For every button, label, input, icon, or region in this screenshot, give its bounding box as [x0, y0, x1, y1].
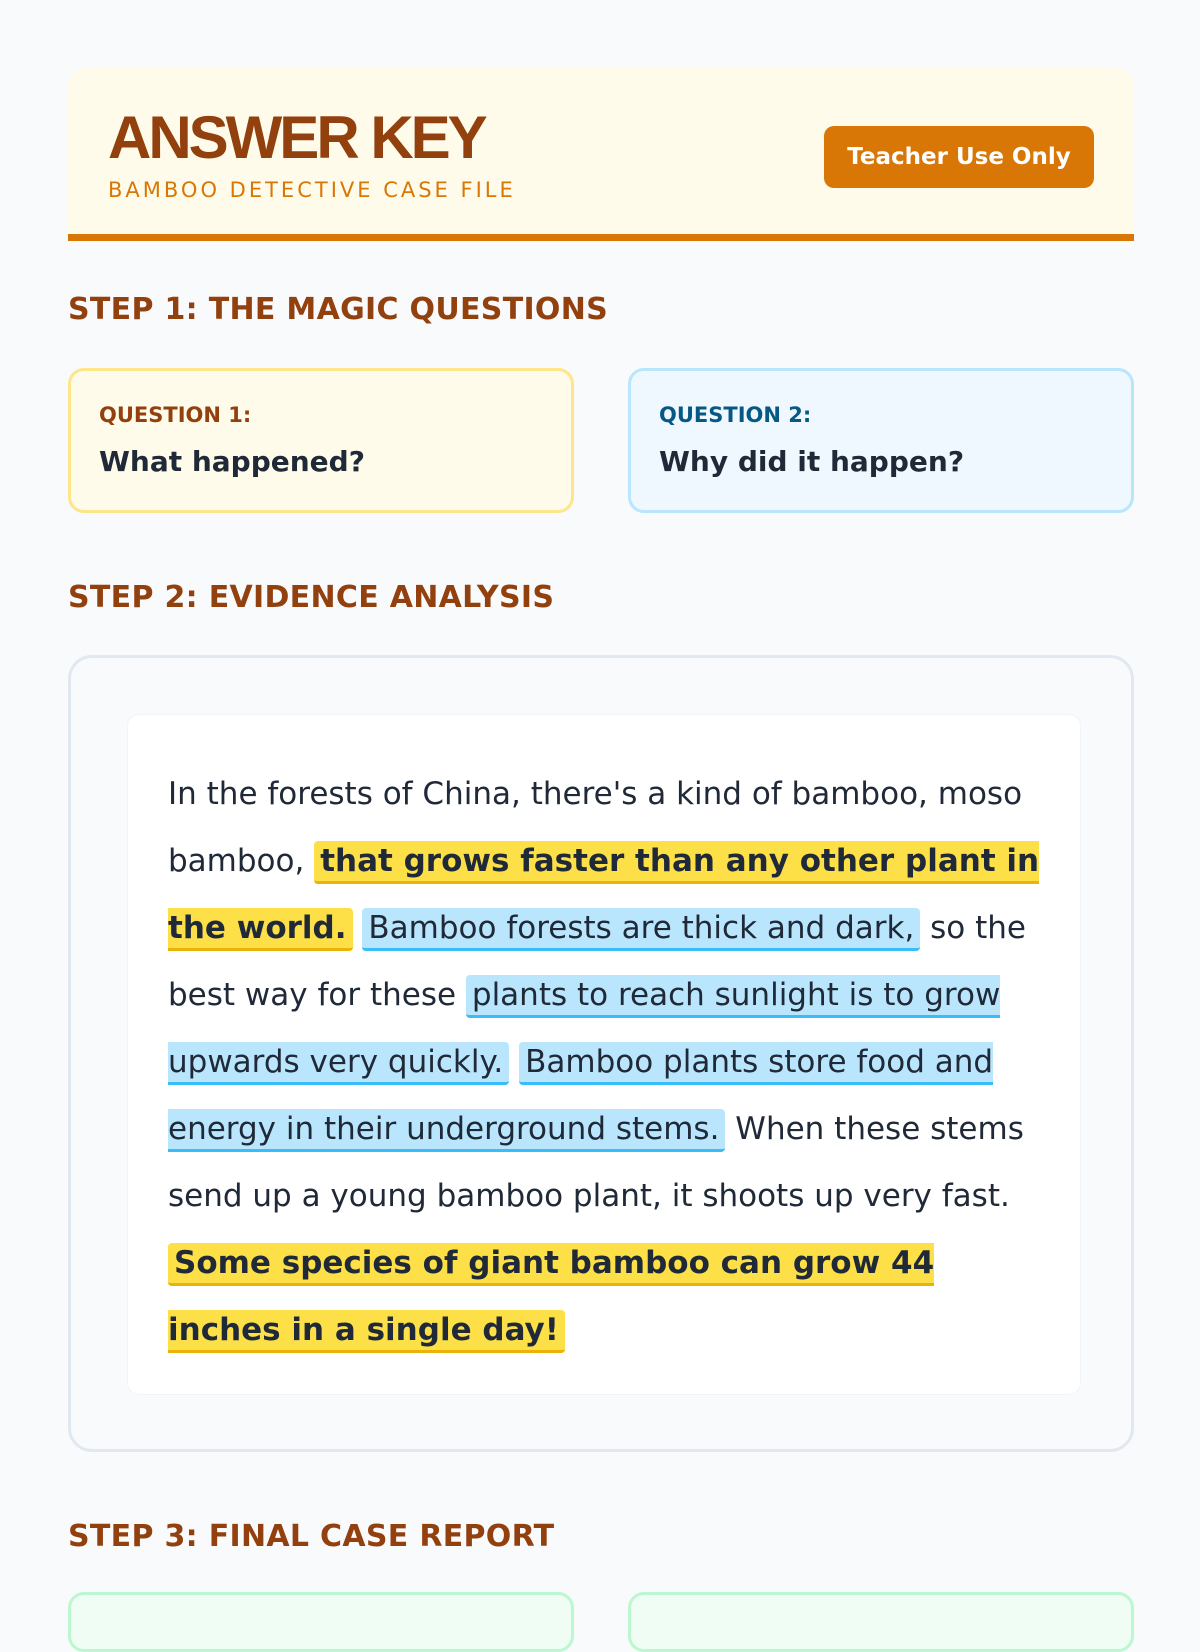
step-2-heading: STEP 2: EVIDENCE ANALYSIS — [68, 580, 555, 615]
passage-text: In the forests of China, there's a kind of bamboo, moso bamboo, — [168, 776, 1023, 879]
step-1-heading: STEP 1: THE MAGIC QUESTIONS — [68, 292, 609, 327]
highlight-why-reason: Bamboo plants store food and energy in their underground stems. — [168, 1042, 993, 1152]
step-3-heading: STEP 3: FINAL CASE REPORT — [68, 1519, 555, 1554]
page-subtitle: BAMBOO DETECTIVE CASE FILE — [108, 178, 516, 202]
question-1-card — [68, 368, 574, 513]
highlight-why-reason: Bamboo forests are thick and dark, — [362, 908, 920, 951]
passage-text: so the best way for these — [168, 910, 1026, 1013]
highlight-why-reason: plants to reach sunlight is to grow upwards very quickly. — [168, 975, 1000, 1085]
passage-text: When these stems send up a young bamboo plant, it shoots up very fast. — [168, 1111, 1024, 1214]
highlight-what-happened: Some species of giant bamboo can grow 44 inches in a single day! — [168, 1243, 934, 1353]
question-1-label: QUESTION 1: — [99, 403, 252, 427]
question-2-text: Why did it happen? — [659, 445, 965, 478]
question-2-card — [628, 368, 1134, 513]
teacher-use-only-badge[interactable]: Teacher Use Only — [824, 126, 1094, 188]
page-title: ANSWER KEY — [108, 104, 485, 171]
evidence-panel — [68, 655, 1134, 1452]
question-1-text: What happened? — [99, 445, 365, 478]
evidence-passage — [127, 714, 1081, 1395]
case-report-card-2 — [628, 1592, 1134, 1652]
question-2-label: QUESTION 2: — [659, 403, 812, 427]
answer-key-header — [68, 68, 1134, 241]
case-report-card-1 — [68, 1592, 574, 1652]
highlight-what-happened: that grows faster than any other plant in the world. — [168, 841, 1039, 951]
